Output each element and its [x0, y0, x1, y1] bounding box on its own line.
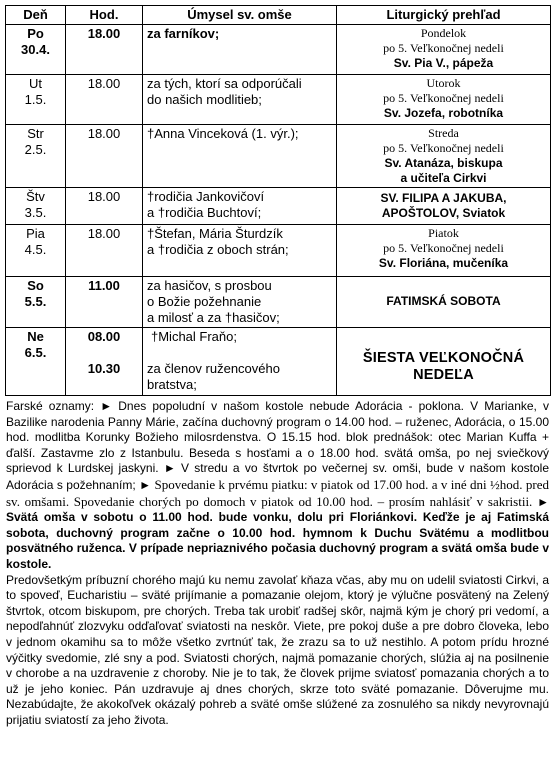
intention-cell: [143, 125, 337, 188]
intention-line: za tých, ktorí sa odporúčali: [147, 76, 302, 91]
liturgy-feast: Sv. Jozefa, robotníka: [383, 106, 504, 120]
intention-line: o Božie požehnanie: [147, 294, 262, 309]
liturgy-content: [341, 126, 546, 186]
intention-line: a milosť a za †hasičov;: [147, 310, 280, 325]
day-name: Ne: [27, 329, 44, 344]
intention-line: †Michal Fraňo;: [151, 329, 237, 344]
mass-time: 18.00: [87, 189, 121, 204]
parish-notices: [5, 399, 550, 728]
intention-cell: [143, 75, 337, 125]
notice-paragraph-2: Predovšetkým príbuzní chorého majú ku nemu zavolať kňaza včas, aby mu on udelil sviatosti Cirkvi, a to spoveď, Eucharistiu – sväté prijímanie a pomazanie olejom, ktorý je výlučne posvätený na Zelený štvrtok, otcom biskupom, pre chorých. Treba tak urobiť radšej skôr, najmä kým je chorý pri vedomí, a nepodľahnúť zlozvyku odďaľovať sviatosti na neskôr. Viete, pre pokoj duše a pre dobro človeka, lebo v jednom okamihu sa to môže všetko zvrtnúť tak, že zrazu sa to už nestihlo. A potom prídu hrozné výčitky svedomie, zlé sny a pod. Sviatosti chorých, najmä pomazanie chorých, slúžia aj na posilnenie v chorobe a na uzdravenie z choroby. Nie je to tak, že človek prijme sviatosť pomazania chorých a to už je jeho koniec. Pán uzdravuje aj dnes chorých, skrze toto sväté pomazanie. Dôverujme mu. Nezabúdajte, že akokoľvek okázalý pohreb a sväté omše slúžené za zosnulého sa nikdy nevyrovnajú prijatiu sviatostí za jeho života.: [6, 572, 549, 727]
day-cell: [6, 277, 66, 328]
day-name: Str: [27, 126, 44, 141]
day-date: 30.4.: [21, 42, 50, 57]
liturgy-day-line: po 5. Veľkonočnej nedeli: [383, 91, 504, 105]
day-cell: [6, 75, 66, 125]
intention-line: za hasičov, s prosbou: [147, 278, 272, 293]
intention-cell: [143, 277, 337, 328]
day-cell: [6, 328, 66, 396]
table-row: [6, 225, 551, 277]
mass-schedule-table: [5, 5, 551, 396]
liturgy-cell: [337, 328, 551, 396]
day-date: 5.5.: [24, 294, 47, 309]
liturgy-day-line: Pondelok: [420, 26, 467, 40]
intention-line: a †rodičia z oboch strán;: [147, 242, 289, 257]
notice-text-intro: Farské oznamy: ► Dnes popoludní v našom kostole nebude Adorácia - poklona. V Marianke, v Bazilike narodenia Panny Márie, začína duchovný program o 14.00 hod. – ruženec, Adorácia, o 15.00 hod. modlitba Korunky Božieho milosrdenstva. O 15.15 hod. blok prednášok: otec Marian Kuffa + ďalší. Zastavme zlo z Istanbulu. Beseda s hosťami a o 18.00 hod. svätá omša, po nej sviečkový sprievod k Lurdskej jaskyni. ► V stredu a vo štvrtok po večernej sv. omši, bude v našom kostole Adorácia s požehnaním; ►: [6, 399, 549, 492]
liturgy-feast: ŠIESTA VEĽKONOČNÁ: [362, 350, 525, 366]
liturgy-feast: FATIMSKÁ SOBOTA: [386, 293, 501, 308]
table-row: [6, 188, 551, 225]
liturgy-feast: a učiteľa Cirkvi: [400, 171, 487, 185]
arrow-icon: ►: [537, 494, 549, 509]
liturgy-day-line: po 5. Veľkonočnej nedeli: [383, 41, 504, 55]
liturgy-cell: [337, 225, 551, 277]
bulletin-sheet: [5, 5, 550, 728]
liturgy-cell: [337, 125, 551, 188]
header-hour: Hod.: [66, 6, 143, 25]
day-name: So: [27, 278, 44, 293]
day-name: Štv: [26, 189, 45, 204]
table-header-row: [6, 6, 551, 25]
day-cell: [6, 188, 66, 225]
hour-cell: [66, 125, 143, 188]
mass-time: 10.30: [87, 361, 121, 376]
liturgy-cell: [337, 25, 551, 75]
intention-line: do našich modlitieb;: [147, 92, 262, 107]
notice-text-saturday-mass: Svätá omša v sobotu o 11.00 hod. bude vonku, dolu pri Floriánkovi. Keďže je aj Fatimská sobota, duchovný program začne o 10.00 hod. hymnom k Duchu Svätému a modlitbou posvätného ruženca. V prípade nepriaznivého počasia duchovný program a svätá omša bude v kostole.: [6, 510, 549, 571]
mass-time: 18.00: [87, 76, 121, 91]
table-row: [6, 75, 551, 125]
liturgy-cell: [337, 188, 551, 225]
liturgy-feast: Sv. Atanáza, biskupa: [384, 156, 503, 170]
day-name: Pia: [26, 226, 45, 241]
day-cell: [6, 225, 66, 277]
intention-cell: [143, 328, 337, 396]
intention-line: †Anna Vinceková (1. výr.);: [147, 126, 299, 141]
hour-cell: [66, 225, 143, 277]
table-row: [6, 25, 551, 75]
liturgy-content: [341, 26, 546, 71]
liturgy-content: [341, 226, 546, 271]
day-date: 1.5.: [24, 92, 47, 107]
schedule-body: [6, 25, 551, 396]
hour-cell: [66, 25, 143, 75]
day-date: 4.5.: [24, 242, 47, 257]
liturgy-day-line: po 5. Veľkonočnej nedeli: [383, 141, 504, 155]
hour-cell: [66, 188, 143, 225]
day-date: 3.5.: [24, 205, 47, 220]
hour-cell: [66, 277, 143, 328]
intention-line: bratstva;: [147, 377, 197, 392]
mass-time: 08.00: [87, 329, 121, 344]
liturgy-content: [341, 278, 546, 324]
mass-time: 18.00: [87, 26, 121, 41]
liturgy-feast: Sv. Floriána, mučeníka: [378, 256, 509, 270]
liturgy-feast: APOŠTOLOV, Sviatok: [381, 205, 506, 220]
liturgy-feast: NEDEĽA: [413, 367, 474, 383]
day-name: Ut: [29, 76, 42, 91]
liturgy-day-line: Streda: [428, 126, 459, 140]
intention-line: †Štefan, Mária Šturdzík: [147, 226, 283, 241]
liturgy-day-line: po 5. Veľkonočnej nedeli: [383, 241, 504, 255]
liturgy-cell: [337, 75, 551, 125]
liturgy-content: [341, 76, 546, 121]
mass-time: 18.00: [87, 126, 121, 141]
liturgy-content: [341, 189, 546, 222]
intention-line: za farníkov;: [147, 26, 220, 41]
table-row: [6, 125, 551, 188]
intention-cell: [143, 188, 337, 225]
liturgy-feast: Sv. Pia V., pápeža: [393, 56, 494, 70]
header-day: Deň: [6, 6, 66, 25]
intention-cell: [143, 25, 337, 75]
day-date: 6.5.: [24, 345, 47, 360]
day-cell: [6, 25, 66, 75]
intention-line: †rodičia Jankovičoví: [147, 189, 265, 204]
header-intention: Úmysel sv. omše: [143, 6, 337, 25]
header-liturgy: Liturgický prehľad: [337, 6, 551, 25]
intention-line: za členov ružencového: [147, 361, 280, 376]
hour-cell: [66, 328, 143, 396]
liturgy-day-line: Utorok: [426, 76, 461, 90]
mass-time: 18.00: [87, 226, 121, 241]
liturgy-day-line: Piatok: [428, 226, 459, 240]
day-cell: [6, 125, 66, 188]
day-name: Po: [27, 26, 44, 41]
hour-cell: [66, 75, 143, 125]
table-row: [6, 277, 551, 328]
notice-text-confession: Spovedanie k prvému piatku: v piatok od 17.00 hod. a v iné dni ½hod. pred sv. omšami. Spovedanie chorých po domoch v piatok od 10.00 hod. – prosím nahlásiť v sakristii.: [6, 476, 550, 509]
day-date: 2.5.: [24, 142, 47, 157]
table-row: [6, 328, 551, 396]
intention-line: a †rodičia Buchtoví;: [147, 205, 262, 220]
notice-paragraph-1: [6, 399, 549, 573]
mass-time: 11.00: [88, 278, 120, 293]
liturgy-cell: [337, 277, 551, 328]
liturgy-content: [341, 329, 546, 393]
liturgy-feast: SV. FILIPA A JAKUBA,: [380, 190, 507, 205]
intention-cell: [143, 225, 337, 277]
